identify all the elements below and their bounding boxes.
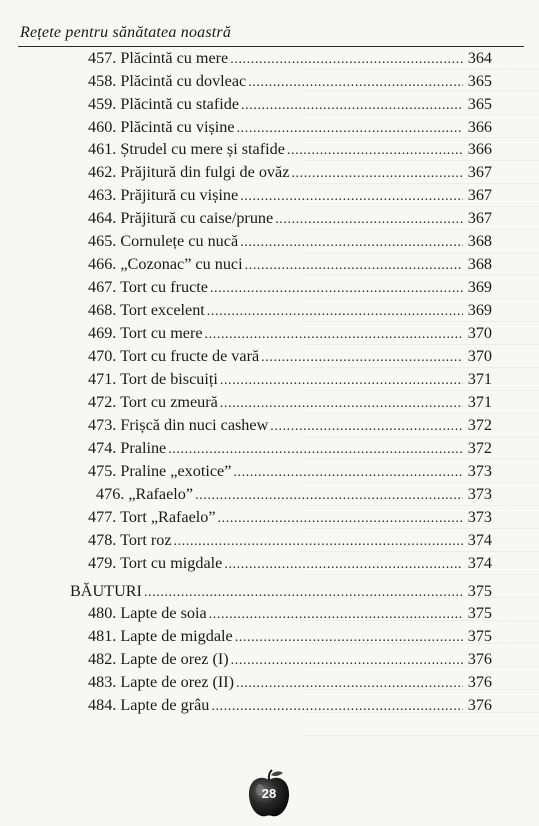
toc-entry bbox=[88, 528, 492, 550]
toc-entry bbox=[88, 92, 492, 114]
dot-leader bbox=[209, 603, 463, 623]
dot-leader bbox=[210, 277, 463, 297]
entry-title: 471. Tort de biscuiți bbox=[88, 370, 218, 388]
dot-leader bbox=[248, 71, 463, 91]
entry-title: 473. Frișcă din nuci cashew bbox=[88, 416, 269, 434]
page-number: 28 bbox=[261, 786, 277, 801]
entry-page-number: 373 bbox=[467, 508, 492, 526]
entry-page-number: 374 bbox=[467, 531, 492, 549]
toc-entry bbox=[88, 436, 492, 458]
entry-page-number: 371 bbox=[467, 393, 492, 411]
running-header-title: Rețete pentru sănătatea noastră bbox=[20, 24, 232, 41]
dot-leader bbox=[233, 461, 463, 481]
dot-leader bbox=[231, 649, 463, 669]
entry-page-number: 365 bbox=[467, 95, 492, 113]
entry-page-number: 365 bbox=[467, 72, 492, 90]
dot-leader bbox=[224, 553, 463, 573]
dot-leader bbox=[245, 254, 463, 274]
entry-title: 457. Plăcintă cu mere bbox=[88, 49, 229, 67]
entry-page-number: 364 bbox=[467, 49, 492, 67]
dot-leader bbox=[240, 231, 463, 251]
toc-entry bbox=[88, 321, 492, 343]
entry-page-number: 373 bbox=[467, 462, 492, 480]
entry-page-number: 368 bbox=[467, 232, 492, 250]
entry-page-number: 369 bbox=[467, 278, 492, 296]
entry-title: 464. Prăjitură cu caise/prune bbox=[88, 209, 274, 227]
toc-entry bbox=[88, 647, 492, 669]
dot-leader bbox=[211, 695, 463, 715]
entry-page-number: 372 bbox=[467, 439, 492, 457]
dot-leader bbox=[174, 530, 463, 550]
entry-title: 467. Tort cu fructe bbox=[88, 278, 208, 296]
dot-leader bbox=[230, 48, 463, 68]
dot-leader bbox=[218, 507, 463, 527]
entry-title: 476. „Rafaelo” bbox=[96, 485, 194, 503]
entry-page-number: 376 bbox=[467, 650, 492, 668]
entry-page-number: 375 bbox=[467, 627, 492, 645]
dot-leader bbox=[240, 185, 463, 205]
entry-title: 462. Prăjitură din fulgi de ovăz bbox=[88, 163, 290, 181]
entry-title: 477. Tort „Rafaelo” bbox=[88, 508, 216, 526]
toc-entry bbox=[88, 344, 492, 366]
dot-leader bbox=[241, 94, 463, 114]
toc-entry bbox=[88, 551, 492, 573]
entry-title: 474. Praline bbox=[88, 439, 167, 457]
entry-title: 472. Tort cu zmeură bbox=[88, 393, 218, 411]
toc-entry bbox=[88, 206, 492, 228]
entry-title: 478. Tort roz bbox=[88, 531, 172, 549]
toc-entry bbox=[88, 670, 492, 692]
entry-title: 460. Plăcintă cu vișine bbox=[88, 118, 235, 136]
dot-leader bbox=[287, 139, 463, 159]
entry-title: 482. Lapte de orez (I) bbox=[88, 650, 229, 668]
dot-leader bbox=[207, 300, 463, 320]
toc-entry bbox=[88, 229, 492, 251]
dot-leader bbox=[144, 581, 463, 601]
entry-page-number: 370 bbox=[467, 347, 492, 365]
entry-title: 481. Lapte de migdale bbox=[88, 627, 233, 645]
entry-title: 463. Prăjitură cu vișine bbox=[88, 186, 239, 204]
dot-leader bbox=[261, 346, 463, 366]
entry-title: 466. „Cozonac” cu nuci bbox=[88, 255, 243, 273]
entry-page-number: 376 bbox=[467, 673, 492, 691]
entry-title: 461. Ștrudel cu mere și stafide bbox=[88, 140, 285, 158]
entry-page-number: 375 bbox=[467, 604, 492, 622]
entry-page-number: 373 bbox=[467, 485, 492, 503]
entry-page-number: 368 bbox=[467, 255, 492, 273]
entry-title: 468. Tort excelent bbox=[88, 301, 205, 319]
entry-page-number: 367 bbox=[467, 209, 492, 227]
dot-leader bbox=[195, 484, 463, 504]
entry-page-number: 366 bbox=[467, 140, 492, 158]
entry-page-number: 375 bbox=[467, 582, 492, 600]
entry-page-number: 372 bbox=[467, 416, 492, 434]
toc-entry bbox=[88, 413, 492, 435]
entry-page-number: 376 bbox=[467, 696, 492, 714]
toc-entry bbox=[88, 160, 492, 182]
toc-entry bbox=[88, 137, 492, 159]
entry-title: 479. Tort cu migdale bbox=[88, 554, 223, 572]
toc-entry bbox=[88, 275, 492, 297]
entry-title: 483. Lapte de orez (II) bbox=[88, 673, 235, 691]
toc-entry bbox=[96, 482, 492, 504]
entry-page-number: 369 bbox=[467, 301, 492, 319]
dot-leader bbox=[291, 162, 463, 182]
entry-title: 470. Tort cu fructe de vară bbox=[88, 347, 260, 365]
entry-page-number: 367 bbox=[467, 163, 492, 181]
toc-entry bbox=[88, 298, 492, 320]
toc-entry bbox=[88, 183, 492, 205]
toc-entry bbox=[88, 46, 492, 68]
toc-entry bbox=[88, 367, 492, 389]
dot-leader bbox=[205, 323, 463, 343]
toc-entry bbox=[88, 624, 492, 646]
dot-leader bbox=[235, 626, 463, 646]
entry-title: 458. Plăcintă cu dovleac bbox=[88, 72, 247, 90]
entry-page-number: 366 bbox=[467, 118, 492, 136]
entry-title: 480. Lapte de soia bbox=[88, 604, 207, 622]
toc-entry bbox=[88, 459, 492, 481]
toc-entry bbox=[88, 505, 492, 527]
entry-title: 459. Plăcintă cu stafide bbox=[88, 95, 240, 113]
entry-title: BĂUTURI bbox=[70, 582, 142, 600]
entry-title: 484. Lapte de grâu bbox=[88, 696, 210, 714]
entry-page-number: 367 bbox=[467, 186, 492, 204]
entry-page-number: 371 bbox=[467, 370, 492, 388]
dot-leader bbox=[168, 438, 463, 458]
entry-title: 475. Praline „exotice” bbox=[88, 462, 232, 480]
toc-entry bbox=[88, 390, 492, 412]
entry-page-number: 374 bbox=[467, 554, 492, 572]
page-number-badge bbox=[245, 768, 293, 820]
dot-leader bbox=[220, 369, 463, 389]
dot-leader bbox=[236, 672, 463, 692]
entry-title: 469. Tort cu mere bbox=[88, 324, 203, 342]
dot-leader bbox=[275, 208, 463, 228]
toc-entry bbox=[88, 601, 492, 623]
dot-leader bbox=[220, 392, 463, 412]
toc-entry bbox=[88, 693, 492, 715]
toc-entry bbox=[88, 252, 492, 274]
dot-leader bbox=[270, 415, 463, 435]
toc-entry bbox=[88, 69, 492, 91]
entry-page-number: 370 bbox=[467, 324, 492, 342]
section-heading-row bbox=[70, 579, 492, 601]
dot-leader bbox=[237, 117, 463, 137]
toc-entry bbox=[88, 115, 492, 137]
entry-title: 465. Cornulețe cu nucă bbox=[88, 232, 239, 250]
